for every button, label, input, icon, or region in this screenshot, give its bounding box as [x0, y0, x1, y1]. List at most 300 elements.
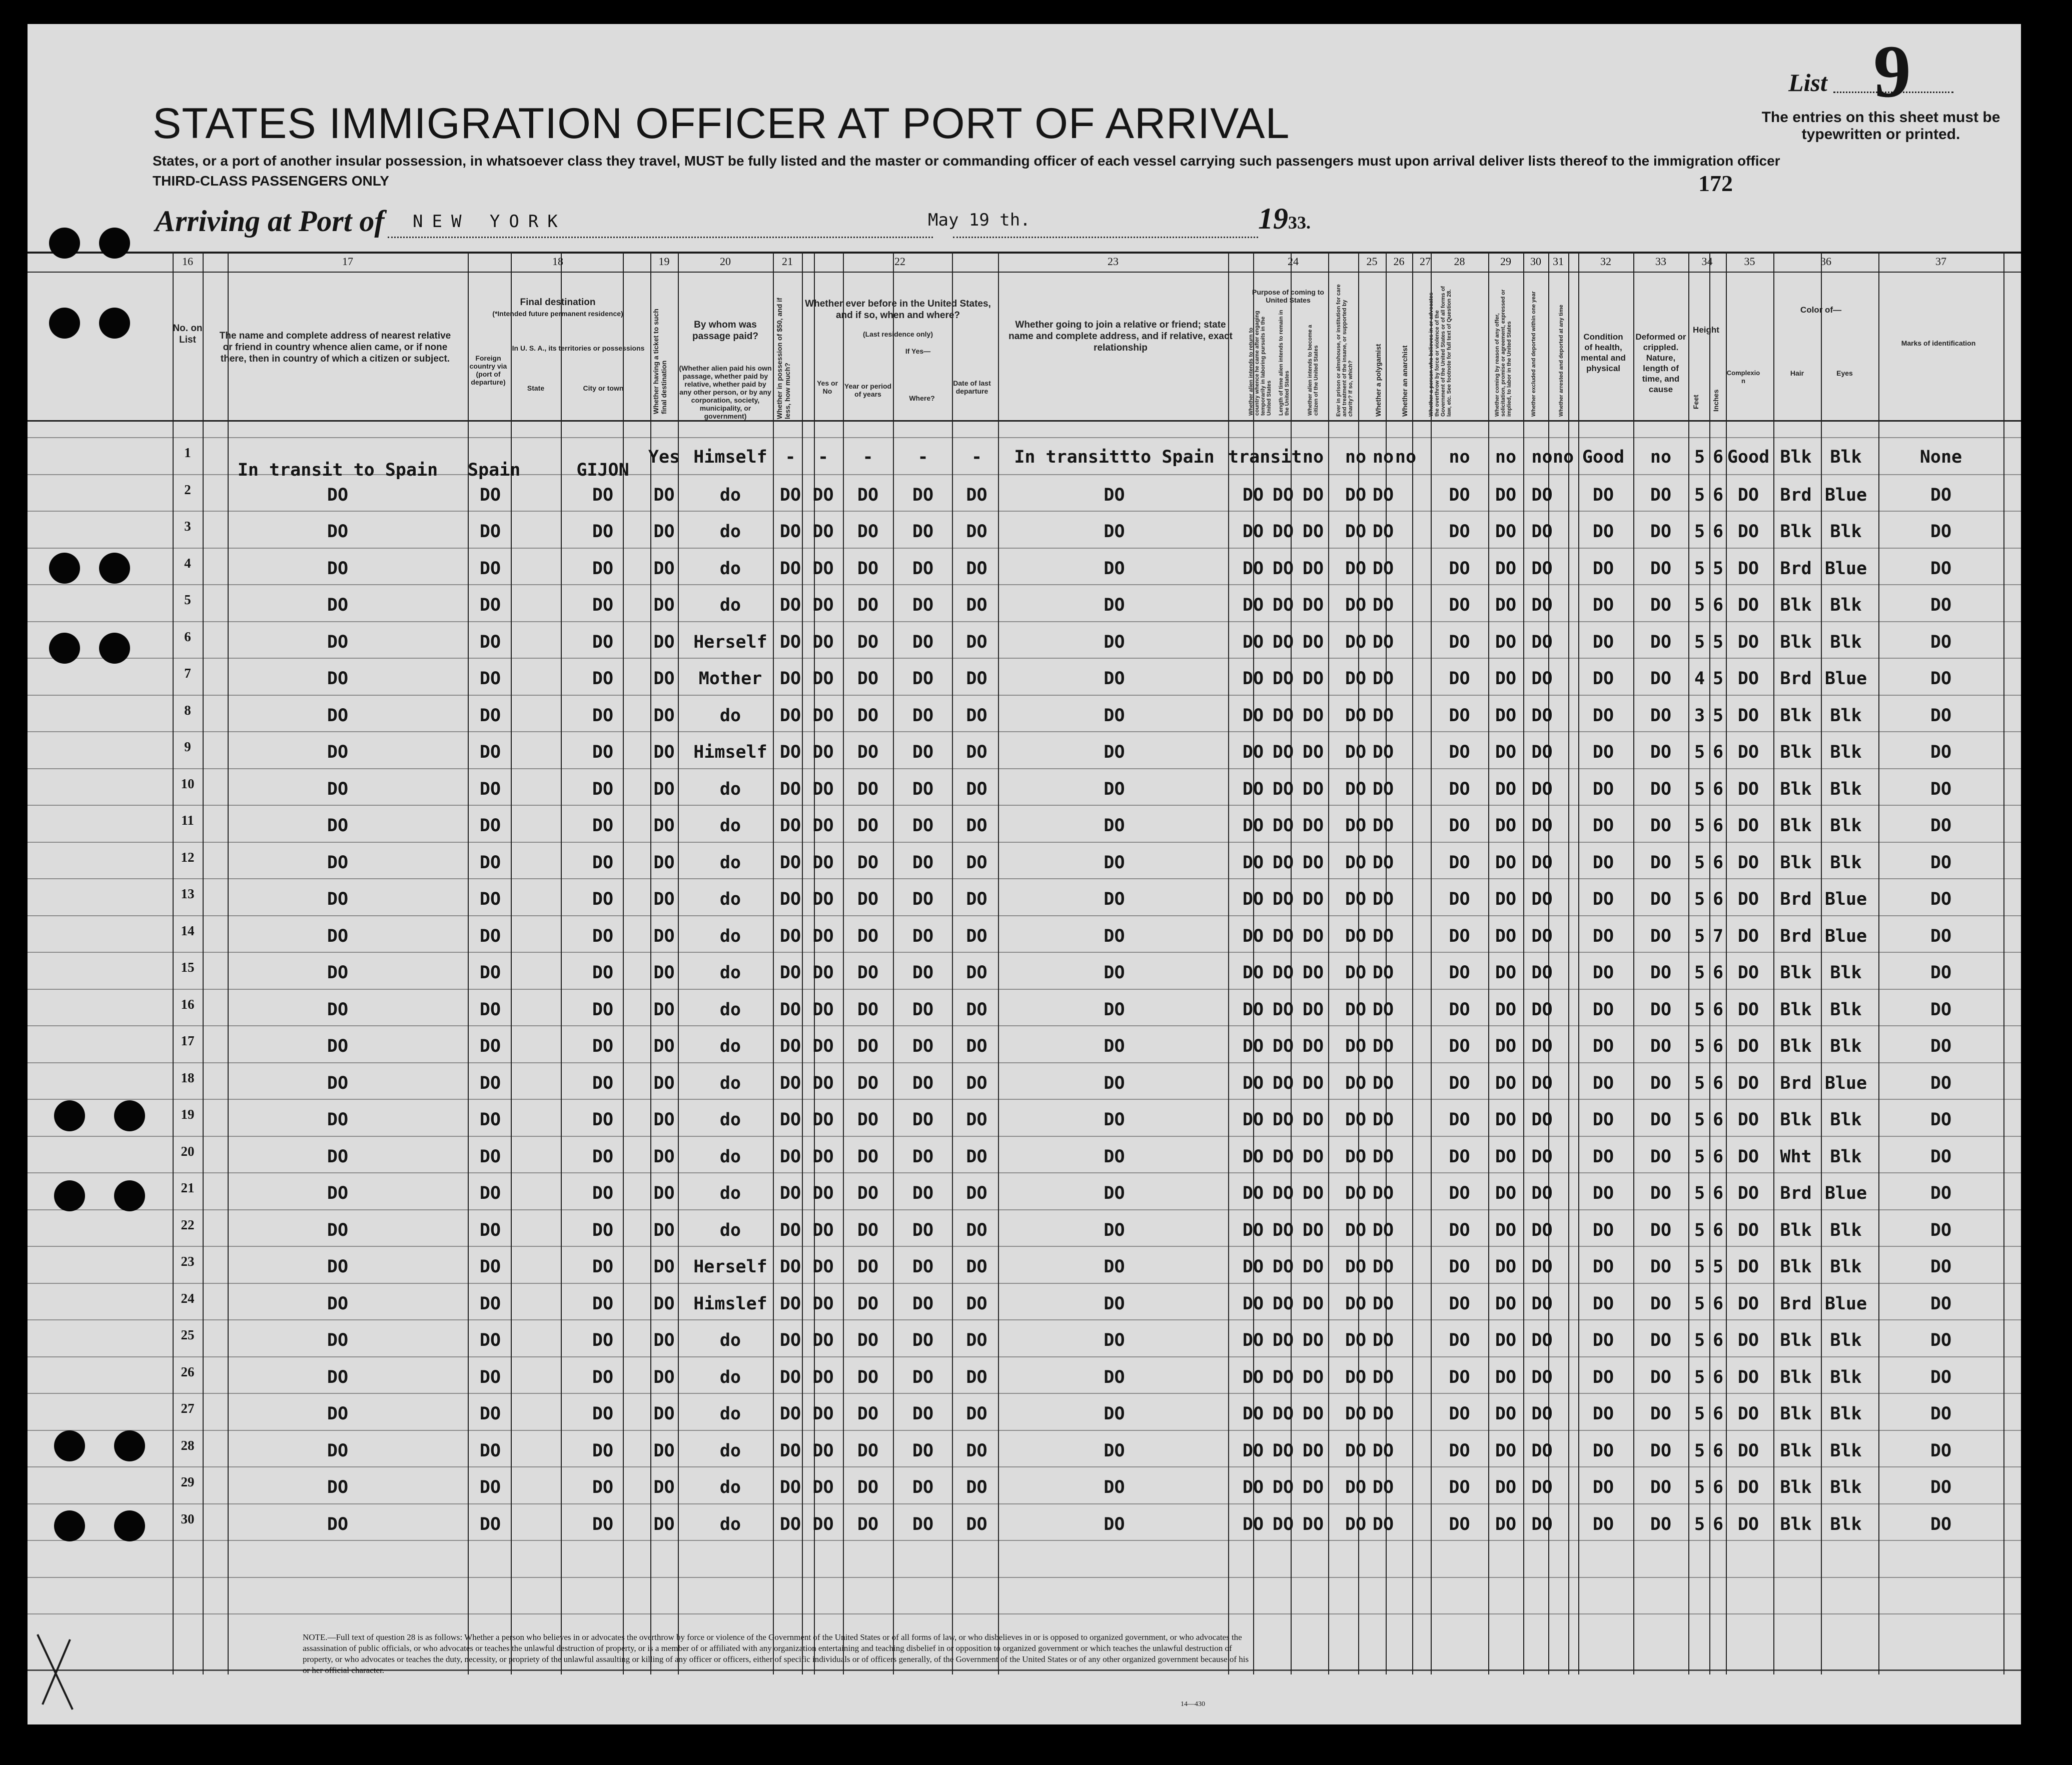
cell-p3: DO	[1302, 1000, 1324, 1020]
cell-q30: DO	[1531, 595, 1553, 615]
cell-money: DO	[779, 1404, 801, 1424]
cell-relative: DO	[327, 963, 349, 983]
cell-city: DO	[592, 963, 614, 983]
cell-complexion: DO	[1737, 926, 1759, 946]
cell-p2: DO	[1272, 522, 1294, 542]
cell-foreign: DO	[479, 1220, 501, 1240]
cell-yesno: DO	[812, 706, 834, 726]
cell-paid: do	[719, 1183, 741, 1203]
cell-paid: do	[719, 853, 741, 873]
cell-feet: 5	[1694, 447, 1705, 467]
ruled-line	[28, 584, 2021, 585]
cell-p3: no	[1302, 447, 1324, 467]
cell-q29: DO	[1495, 1147, 1517, 1167]
cell-city: DO	[592, 485, 614, 505]
cell-join: DO	[1104, 669, 1125, 689]
cell-p2: DO	[1272, 1073, 1294, 1093]
punch-hole	[49, 633, 80, 664]
health-heading: Condition of health, mental and physical	[1581, 332, 1626, 373]
cell-q29: DO	[1495, 1294, 1517, 1314]
inches-heading: Inches	[1712, 389, 1720, 412]
cell-hair: Brd	[1780, 1294, 1812, 1314]
cell-q29: DO	[1495, 779, 1517, 799]
cell-q28: DO	[1449, 1514, 1470, 1534]
cell-prison: DO	[1345, 1477, 1367, 1497]
cell-ticket: DO	[653, 1036, 675, 1056]
cell-money: DO	[779, 1073, 801, 1093]
cell-health: DO	[1592, 1367, 1614, 1387]
cell-marks: DO	[1930, 1073, 1952, 1093]
cell-feet: 5	[1694, 853, 1705, 873]
cell-money: DO	[779, 1220, 801, 1240]
cell-p2: DO	[1272, 1477, 1294, 1497]
cell-join: DO	[1104, 1477, 1125, 1497]
foreign-country-heading: Foreign country via (port of departure)	[469, 354, 507, 386]
cell-join: DO	[1104, 889, 1125, 909]
cell-date: DO	[966, 1404, 987, 1424]
cell-q30: DO	[1531, 926, 1553, 946]
cell-ticket: DO	[653, 1404, 675, 1424]
cell-q30: DO	[1531, 1147, 1553, 1167]
money-heading: Whether in possession of $50, and if less, how much?	[775, 298, 791, 419]
cell-paid: do	[719, 1220, 741, 1240]
cell-foreign: DO	[479, 522, 501, 542]
cell-deformed: DO	[1650, 1294, 1672, 1314]
cell-join: DO	[1104, 779, 1125, 799]
column-number: 32	[1600, 255, 1611, 268]
cell-hair: Blk	[1780, 1514, 1812, 1534]
cell-q30: DO	[1531, 889, 1553, 909]
cell-period: DO	[857, 485, 879, 505]
cell-p1: DO	[1242, 522, 1264, 542]
ruled-line	[28, 805, 2021, 806]
cell-q29: DO	[1495, 1477, 1517, 1497]
cell-where: DO	[912, 816, 934, 836]
cell-feet: 5	[1694, 1183, 1705, 1203]
cell-deformed: DO	[1650, 742, 1672, 762]
row-number: 24	[181, 1291, 195, 1306]
cell-feet: 5	[1694, 1000, 1705, 1020]
cell-date: DO	[966, 706, 987, 726]
cell-eyes: Blk	[1830, 816, 1862, 836]
cell-p1: DO	[1242, 1000, 1264, 1020]
cell-prison: DO	[1345, 1147, 1367, 1167]
cell-ticket: DO	[653, 632, 675, 652]
cell-q30: DO	[1531, 706, 1553, 726]
cell-q30: DO	[1531, 1367, 1553, 1387]
cell-q30: DO	[1531, 963, 1553, 983]
cell-foreign: DO	[479, 926, 501, 946]
cell-foreign: DO	[479, 1404, 501, 1424]
cell-ticket: DO	[653, 1367, 675, 1387]
cell-yesno: -	[817, 447, 829, 467]
cell-p2: DO	[1272, 1441, 1294, 1461]
cell-p2: DO	[1272, 1367, 1294, 1387]
cell-inches: 6	[1712, 1220, 1724, 1240]
cell-hair: Blk	[1780, 742, 1812, 762]
cell-yesno: DO	[812, 1514, 834, 1534]
cell-q29: DO	[1495, 669, 1517, 689]
cell-health: DO	[1592, 779, 1614, 799]
cell-q30: DO	[1531, 485, 1553, 505]
cell-period: DO	[857, 522, 879, 542]
cell-q28: DO	[1449, 742, 1470, 762]
ruled-line	[28, 548, 2021, 549]
cell-where: DO	[912, 1257, 934, 1277]
cell-poly: DO	[1372, 1404, 1394, 1424]
cell-join: DO	[1104, 1404, 1125, 1424]
cell-p2: DO	[1272, 1000, 1294, 1020]
cell-prison: DO	[1345, 632, 1367, 652]
cell-yesno: DO	[812, 1330, 834, 1350]
cell-p3: DO	[1302, 706, 1324, 726]
cell-feet: 5	[1694, 559, 1705, 579]
cell-p3: DO	[1302, 1147, 1324, 1167]
column-number: 31	[1553, 255, 1564, 268]
before-in-us-heading: Whether ever before in the United States, and if so, when and where?	[805, 299, 991, 321]
ruled-line	[28, 878, 2021, 879]
cell-foreign: DO	[479, 853, 501, 873]
cell-ticket: DO	[653, 522, 675, 542]
cell-inches: 6	[1712, 1036, 1724, 1056]
cell-paid: do	[719, 963, 741, 983]
cell-health: DO	[1592, 1000, 1614, 1020]
cell-inches: 6	[1712, 595, 1724, 615]
cell-marks: DO	[1930, 1441, 1952, 1461]
cell-q29: DO	[1495, 1514, 1517, 1534]
cell-q28: DO	[1449, 559, 1470, 579]
cell-where: DO	[912, 1294, 934, 1314]
cell-paid: do	[719, 1477, 741, 1497]
ruled-line	[28, 1099, 2021, 1100]
cell-hair: Brd	[1780, 926, 1812, 946]
cell-p1: DO	[1242, 1036, 1264, 1056]
cell-city: DO	[592, 1477, 614, 1497]
cell-poly: DO	[1372, 522, 1394, 542]
cell-ticket: DO	[653, 1073, 675, 1093]
cell-where: DO	[912, 485, 934, 505]
cell-date: DO	[966, 522, 987, 542]
cell-ticket: Yes	[648, 447, 680, 467]
punch-hole	[99, 633, 130, 664]
row-number: 19	[181, 1107, 195, 1122]
cell-marks: DO	[1930, 1257, 1952, 1277]
ruled-line	[28, 1613, 2021, 1614]
cell-ticket: DO	[653, 1110, 675, 1130]
cell-date: DO	[966, 632, 987, 652]
cell-money: DO	[779, 559, 801, 579]
cell-q30: DO	[1531, 1000, 1553, 1020]
cell-p3: DO	[1302, 1367, 1324, 1387]
cell-health: DO	[1592, 889, 1614, 909]
deformed-heading: Deformed or crippled. Nature, length of time, and cause	[1635, 332, 1686, 394]
cell-p3: DO	[1302, 1441, 1324, 1461]
cell-relative: DO	[327, 1147, 349, 1167]
cell-ticket: DO	[653, 1257, 675, 1277]
cell-period: DO	[857, 1110, 879, 1130]
cell-city: DO	[592, 1257, 614, 1277]
cell-period: DO	[857, 1477, 879, 1497]
cell-inches: 6	[1712, 1330, 1724, 1350]
cell-inches: 6	[1712, 1294, 1724, 1314]
cell-p2: DO	[1272, 1183, 1294, 1203]
cell-eyes: Blk	[1830, 1000, 1862, 1020]
cell-p1: DO	[1242, 1477, 1264, 1497]
column-number: 34	[1701, 255, 1713, 268]
cell-deformed: DO	[1650, 595, 1672, 615]
cell-where: DO	[912, 1183, 934, 1203]
cell-date: DO	[966, 1441, 987, 1461]
cell-q30: DO	[1531, 779, 1553, 799]
cell-money: DO	[779, 1514, 801, 1534]
cell-q29: DO	[1495, 1257, 1517, 1277]
cell-period: DO	[857, 1036, 879, 1056]
cell-eyes: Blk	[1830, 963, 1862, 983]
cell-date: DO	[966, 1147, 987, 1167]
cell-foreign: DO	[479, 1330, 501, 1350]
cell-date: DO	[966, 595, 987, 615]
cell-p1: DO	[1242, 559, 1264, 579]
cell-hair: Blk	[1780, 963, 1812, 983]
cell-marks: DO	[1930, 1294, 1952, 1314]
cell-relative: DO	[327, 853, 349, 873]
cell-inches: 6	[1712, 889, 1724, 909]
cell-q28: DO	[1449, 1036, 1470, 1056]
cell-eyes: Blue	[1824, 1294, 1867, 1314]
row-number: 16	[181, 997, 195, 1012]
row-number: 6	[184, 629, 191, 644]
cell-eyes: Blk	[1830, 447, 1862, 467]
cell-deformed: DO	[1650, 1477, 1672, 1497]
cell-feet: 5	[1694, 1404, 1705, 1424]
question-28-heading: Whether a person who believes in or advocates the overthrow by force or violence of the Government of the United States or of all forms of law, etc. See footnote for full text of Question 28.	[1428, 286, 1452, 417]
cell-q30: DO	[1531, 1404, 1553, 1424]
cell-date: DO	[966, 1477, 987, 1497]
cell-p2: DO	[1272, 1294, 1294, 1314]
cell-q30: DO	[1531, 742, 1553, 762]
cell-p3: DO	[1302, 926, 1324, 946]
cell-paid: do	[719, 779, 741, 799]
city-heading: City or town	[583, 384, 624, 392]
cell-poly: no	[1372, 447, 1394, 467]
cell-feet: 5	[1694, 632, 1705, 652]
cell-city: DO	[592, 1441, 614, 1461]
ruled-line	[28, 915, 2021, 916]
cell-complexion: DO	[1737, 853, 1759, 873]
cell-p1: DO	[1242, 669, 1264, 689]
cell-period: DO	[857, 1147, 879, 1167]
row-number: 5	[184, 592, 191, 607]
cell-q30: DO	[1531, 853, 1553, 873]
cell-q28: DO	[1449, 1220, 1470, 1240]
cell-q28: DO	[1449, 669, 1470, 689]
cell-period: DO	[857, 1404, 879, 1424]
row-number: 27	[181, 1401, 195, 1416]
cell-p3: DO	[1302, 1404, 1324, 1424]
cell-deformed: DO	[1650, 632, 1672, 652]
row-number: 23	[181, 1254, 195, 1269]
cell-q28: DO	[1449, 1330, 1470, 1350]
cell-complexion: DO	[1737, 485, 1759, 505]
cell-money: DO	[779, 1036, 801, 1056]
cell-p2: DO	[1272, 1110, 1294, 1130]
cell-relative: DO	[327, 889, 349, 909]
cell-q28: DO	[1449, 1441, 1470, 1461]
cell-poly: DO	[1372, 1073, 1394, 1093]
cell-where: DO	[912, 1477, 934, 1497]
cell-where: DO	[912, 1404, 934, 1424]
cell-deformed: DO	[1650, 1367, 1672, 1387]
cell-q30: DO	[1531, 1441, 1553, 1461]
cell-period: DO	[857, 1073, 879, 1093]
cell-foreign: DO	[479, 1441, 501, 1461]
cell-inches: 6	[1712, 447, 1724, 467]
cell-complexion: DO	[1737, 1257, 1759, 1277]
cell-money: DO	[779, 669, 801, 689]
cell-hair: Brd	[1780, 559, 1812, 579]
punch-hole	[99, 553, 130, 584]
cell-health: DO	[1592, 742, 1614, 762]
cell-prison: DO	[1345, 669, 1367, 689]
cell-period: DO	[857, 595, 879, 615]
cell-city: DO	[592, 889, 614, 909]
cell-relative: DO	[327, 1257, 349, 1277]
cell-health: DO	[1592, 706, 1614, 726]
cell-feet: 5	[1694, 926, 1705, 946]
cell-q30: DO	[1531, 816, 1553, 836]
cell-prison: DO	[1345, 1220, 1367, 1240]
cell-poly: DO	[1372, 1441, 1394, 1461]
cell-ticket: DO	[653, 889, 675, 909]
row-number: 7	[184, 666, 191, 681]
ruled-line	[28, 731, 2021, 732]
cell-complexion: DO	[1737, 632, 1759, 652]
manifest-sheet	[28, 24, 2021, 1724]
height-heading: Height	[1693, 325, 1719, 335]
cell-join: DO	[1104, 1000, 1125, 1020]
ruled-line	[28, 695, 2021, 696]
cell-complexion: DO	[1737, 522, 1759, 542]
cell-complexion: DO	[1737, 669, 1759, 689]
cell-p3: DO	[1302, 522, 1324, 542]
cell-p2: DO	[1272, 1036, 1294, 1056]
cell-p1: DO	[1242, 485, 1264, 505]
column-number: 28	[1454, 255, 1465, 268]
cell-q29: DO	[1495, 816, 1517, 836]
cell-relative: DO	[327, 1367, 349, 1387]
cell-q29: DO	[1495, 742, 1517, 762]
cell-health: DO	[1592, 485, 1614, 505]
cell-p2: DO	[1272, 889, 1294, 909]
cell-paid: do	[719, 1404, 741, 1424]
cell-q29: DO	[1495, 1330, 1517, 1350]
cell-eyes: Blue	[1824, 1073, 1867, 1093]
cell-p2: DO	[1272, 1147, 1294, 1167]
complexion-heading: Complexion	[1726, 369, 1760, 385]
cell-where: DO	[912, 632, 934, 652]
cell-money: DO	[779, 1367, 801, 1387]
cell-p1: DO	[1242, 742, 1264, 762]
cell-p1: DO	[1242, 632, 1264, 652]
cell-deformed: DO	[1650, 926, 1672, 946]
cell-p2: DO	[1272, 779, 1294, 799]
cell-inches: 5	[1712, 559, 1724, 579]
punch-hole	[54, 1100, 85, 1131]
ruled-line	[28, 989, 2021, 990]
relative-heading: The name and complete address of nearest relative or friend in country whence alien came, or if none there, then in country of which a citizen or subject.	[219, 331, 451, 364]
cell-p2: DO	[1272, 816, 1294, 836]
cell-p1: DO	[1242, 1294, 1264, 1314]
cell-yesno: DO	[812, 963, 834, 983]
cell-eyes: Blk	[1830, 1220, 1862, 1240]
cell-date: DO	[966, 485, 987, 505]
cell-p2: DO	[1272, 1330, 1294, 1350]
ticket-heading: Whether having a ticket to such final destination	[652, 309, 668, 414]
cell-paid: do	[719, 1147, 741, 1167]
cell-prison: DO	[1345, 1257, 1367, 1277]
cell-join: DO	[1104, 522, 1125, 542]
cell-deformed: DO	[1650, 1147, 1672, 1167]
cell-complexion: DO	[1737, 1330, 1759, 1350]
cell-q28: DO	[1449, 1000, 1470, 1020]
cell-complexion: DO	[1737, 889, 1759, 909]
cell-p3: DO	[1302, 853, 1324, 873]
cell-ticket: DO	[653, 779, 675, 799]
cell-paid: do	[719, 595, 741, 615]
cell-where: DO	[912, 779, 934, 799]
cell-paid: do	[719, 1073, 741, 1093]
cell-p3: DO	[1302, 1036, 1324, 1056]
cell-foreign: DO	[479, 1110, 501, 1130]
cell-hair: Blk	[1780, 1367, 1812, 1387]
cell-yesno: DO	[812, 559, 834, 579]
cell-p3: DO	[1302, 779, 1324, 799]
cell-date: DO	[966, 816, 987, 836]
cell-foreign: DO	[479, 632, 501, 652]
cell-join: DO	[1104, 1294, 1125, 1314]
cell-poly: DO	[1372, 1514, 1394, 1534]
cell-join: DO	[1104, 742, 1125, 762]
cell-relative: DO	[327, 559, 349, 579]
cell-poly: DO	[1372, 1294, 1394, 1314]
cell-paid: do	[719, 816, 741, 836]
cell-marks: DO	[1930, 1330, 1952, 1350]
cell-foreign: DO	[479, 669, 501, 689]
cell-foreign: DO	[479, 1183, 501, 1203]
cell-deformed: DO	[1650, 522, 1672, 542]
cell-paid: do	[719, 1367, 741, 1387]
cell-p3: DO	[1302, 485, 1324, 505]
cell-ticket: DO	[653, 926, 675, 946]
cell-complexion: DO	[1737, 1000, 1759, 1020]
polygamist-heading: Whether a polygamist	[1374, 344, 1382, 417]
cell-health: DO	[1592, 1110, 1614, 1130]
cell-p1: DO	[1242, 853, 1264, 873]
cell-city: DO	[592, 1110, 614, 1130]
cell-money: DO	[779, 1441, 801, 1461]
cell-health: DO	[1592, 522, 1614, 542]
cell-feet: 5	[1694, 1147, 1705, 1167]
cell-date: DO	[966, 1183, 987, 1203]
cell-hair: Blk	[1780, 522, 1812, 542]
cell-deformed: DO	[1650, 1110, 1672, 1130]
cell-q28: DO	[1449, 1477, 1470, 1497]
cell-date: DO	[966, 1367, 987, 1387]
cell-poly: DO	[1372, 1477, 1394, 1497]
cell-yesno: DO	[812, 1110, 834, 1130]
cell-marks: DO	[1930, 1110, 1952, 1130]
cell-q30: DO	[1531, 632, 1553, 652]
